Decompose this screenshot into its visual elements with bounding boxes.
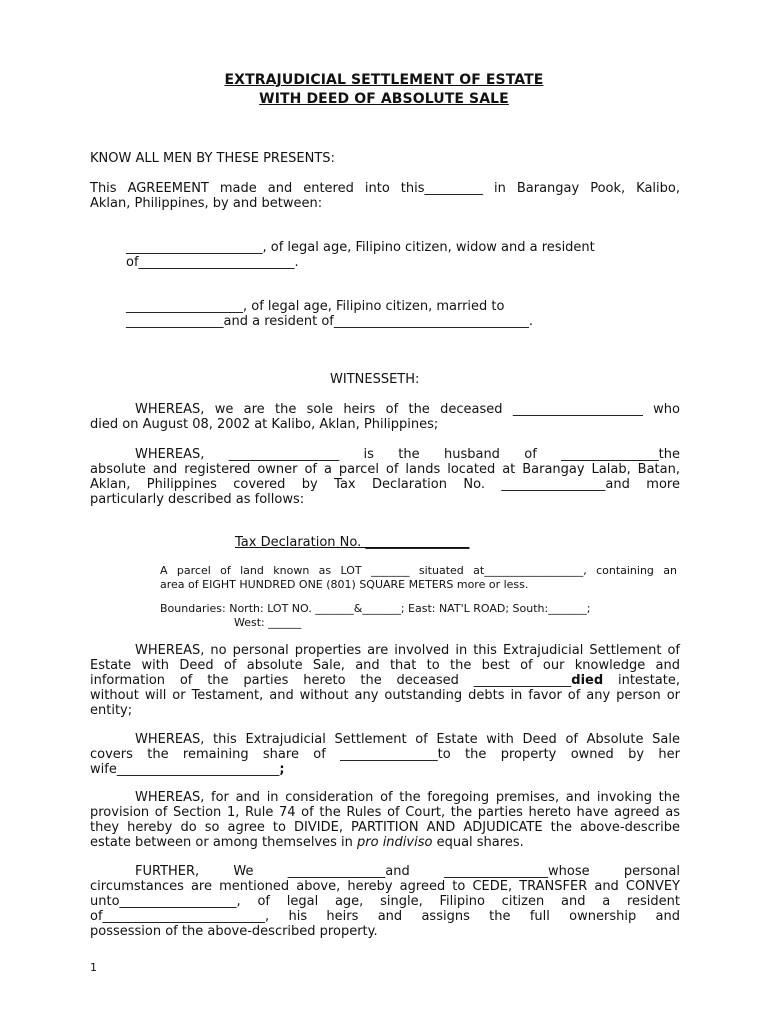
whereas2-line2: absolute and registered owner of a parcel of lands located at Barangay Lalab, Batan, [90,462,680,477]
parcel-line1: A parcel of land known as LOT _______ situated at__________________, containing an [160,564,677,577]
whereas5-line3: they hereby do so agree to DIVIDE, PARTITION AND ADJUDICATE the above-describe [90,820,680,835]
whereas4-line3-a: wife_________________________ [90,762,280,777]
boundaries-description [160,602,677,630]
whereas5-line4 [90,835,680,850]
party1-paragraph [126,240,646,270]
whereas1-paragraph [90,402,680,432]
agreement-line1: This AGREEMENT made and entered into this_________ in Barangay Pook, Kalibo, [90,181,680,196]
whereas5-line2: provision of Section 1, Rule 74 of the Rules of Court, the parties hereto have agreed as [90,805,680,820]
witnesseth-heading: WITNESSETH: [330,372,420,387]
agreement-paragraph [90,181,680,211]
whereas3-line5: entity; [90,703,133,718]
whereas4-line1: WHEREAS, this Extrajudicial Settlement of Estate with Deed of Absolute Sale [135,732,680,747]
agreement-line2: Aklan, Philippines, by and between: [90,196,323,211]
further-line3: unto__________________, of legal age, single, Filipino citizen and a resident [90,894,680,909]
whereas4-semicolon: ; [279,762,285,777]
whereas5-line1: WHEREAS, for and in consideration of the foregoing premises, and invoking the [135,790,680,805]
party2-line2: _______________and a resident of______________________________. [126,314,534,329]
whereas3-line3-a: information of the parties hereto the deceased _______________ [90,673,572,688]
whereas5-paragraph [90,790,680,850]
whereas1-line2: died on August 08, 2002 at Kalibo, Aklan, Philippines; [90,417,439,432]
whereas5-pro-indiviso: pro indiviso [357,835,433,850]
further-paragraph [90,864,680,939]
whereas4-line3 [90,762,680,777]
whereas2-line3: Aklan, Philippines covered by Tax Declaration No. ________________and more [90,477,680,492]
whereas1-line1: WHEREAS, we are the sole heirs of the deceased ____________________ who [135,402,680,417]
whereas4-paragraph [90,732,680,777]
whereas3-paragraph [90,643,680,718]
whereas2-paragraph [90,447,680,507]
party1-line1: _____________________, of legal age, Filipino citizen, widow and a resident [126,240,595,255]
party2-line1: __________________, of legal age, Filipino citizen, married to [126,299,505,314]
whereas3-line3-c: intestate, [603,673,680,688]
whereas5-line4-c: equal shares. [432,835,524,850]
boundaries-line1: Boundaries: North: LOT NO. _______&_______; East: NAT'L ROAD; South:_______; [160,602,591,615]
page-number: 1 [90,961,97,974]
further-line5: possession of the above-described property. [90,924,378,939]
parcel-description [160,564,677,592]
tax-declaration-heading [235,535,469,550]
whereas3-died: died [571,673,604,688]
party1-line2: of________________________. [126,255,299,270]
whereas3-line2: Estate with Deed of absolute Sale, and that to the best of our knowledge and [90,658,680,673]
parcel-line2: area of EIGHT HUNDRED ONE (801) SQUARE METERS more or less. [160,578,529,591]
tax-declaration-heading-text: Tax Declaration No. ________________ [235,535,470,550]
boundaries-line2: West: ______ [234,616,302,629]
whereas3-line4: without will or Testament, and without any outstanding debts in favor of any person or [90,688,680,703]
further-line2: circumstances are mentioned above, hereby agreed to CEDE, TRANSFER and CONVEY [90,879,680,894]
whereas2-line1: WHEREAS, _________________ is the husband of _______________the [135,447,680,462]
whereas5-line4-a: estate between or among themselves in [90,835,358,850]
whereas3-line1: WHEREAS, no personal properties are involved in this Extrajudicial Settlement of [135,643,680,658]
party2-paragraph [126,299,646,329]
whereas2-line4: particularly described as follows: [90,492,305,507]
document-title-line1: EXTRAJUDICIAL SETTLEMENT OF ESTATE [224,72,544,88]
further-line4: of_________________________, his heirs and assigns the full ownership and [90,909,680,924]
document-title-line2: WITH DEED OF ABSOLUTE SALE [259,91,509,107]
whereas3-line3 [90,673,680,688]
know-all-heading: KNOW ALL MEN BY THESE PRESENTS: [90,151,335,166]
further-line1: FURTHER, We _______________and ________________whose personal [135,864,680,879]
whereas4-line2: covers the remaining share of _______________to the property owned by her [90,747,680,762]
